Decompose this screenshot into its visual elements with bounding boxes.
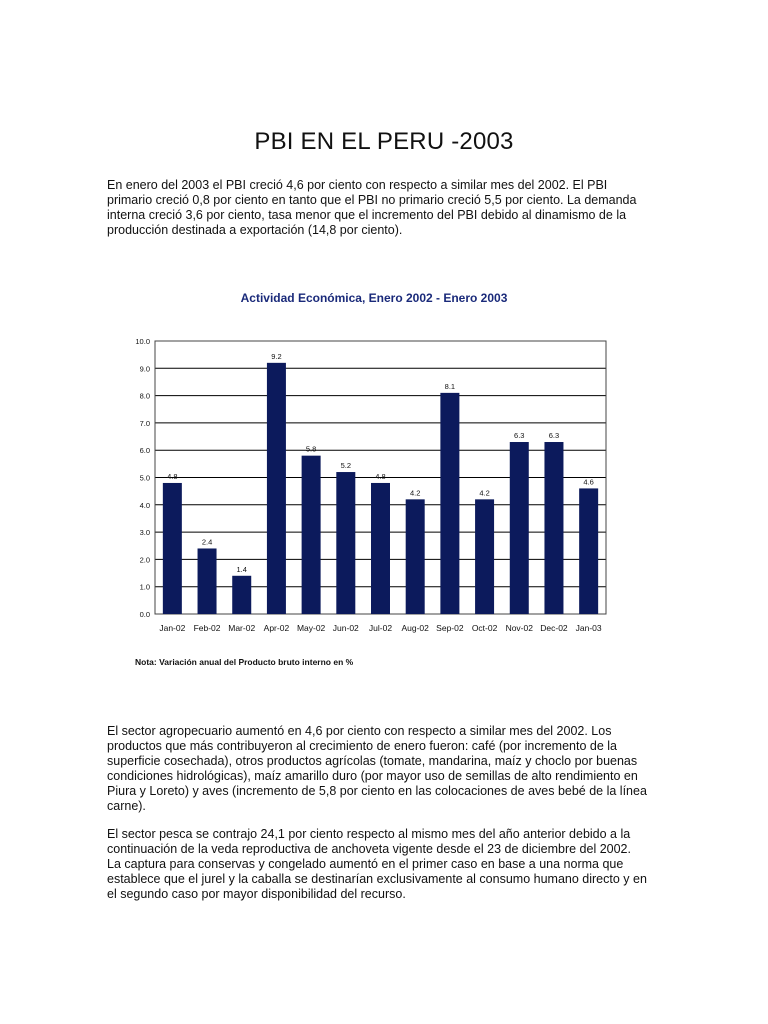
x-tick-label: Apr-02	[263, 623, 290, 633]
x-tick-label: Jul-02	[368, 623, 393, 633]
document-title: PBI EN EL PERU -2003	[254, 128, 514, 155]
bar	[232, 576, 251, 614]
agro-paragraph: El sector agropecuario aumentó en 4,6 por ciento con respecto a similar mes del 2002. Los productos que más contribuyeron al crecimiento de enero fueron: café (por incremento de la superficie cosechada), otros productos agrícolas (tomate, mandarina, maíz y choclo por buenas condiciones hidrológicas), maíz amarillo duro (por mayor uso de semillas de alto rendimiento en Piura y Loreto) y aves (incremento de 5,8 por ciento en las colocaciones de aves bebé de la línea carne).	[107, 724, 647, 813]
chart-note: Nota: Variación anual del Producto bruto interno en %	[135, 657, 354, 667]
x-tick-label: Nov-02	[505, 623, 533, 633]
x-tick-label: Aug-02	[401, 623, 429, 633]
bar	[371, 483, 390, 614]
bar	[475, 499, 494, 614]
y-tick-label: 7.0	[139, 418, 150, 428]
data-label: 1.4	[236, 564, 247, 574]
data-label: 4.2	[409, 488, 421, 498]
y-tick-label: 1.0	[139, 582, 150, 592]
data-label: 5.2	[340, 461, 352, 471]
bar	[302, 456, 321, 614]
x-tick-label: Sep-02	[436, 623, 464, 633]
y-tick-label: 6.0	[139, 446, 150, 456]
bar	[579, 488, 598, 614]
x-tick-label: May-02	[296, 623, 326, 633]
pesca-paragraph: El sector pesca se contrajo 24,1 por ciento respecto al mismo mes del año anterior debido a la continuación de la veda reproductiva de anchoveta vigente desde el 23 de diciembre del 2002. La captura para conservas y congelado aumentó en el primer caso en base a una norma que establece que el jurel y la caballa se destinarían exclusivamente al consumo humano directo y en el segundo caso por mayor disponibilidad del recurso.	[107, 827, 647, 901]
x-tick-label: Mar-02	[228, 623, 256, 633]
data-label: 4.8	[167, 471, 178, 481]
bar	[544, 442, 563, 614]
bar	[336, 472, 355, 614]
data-label: 4.6	[583, 477, 594, 487]
x-tick-label: Jan-03	[575, 623, 602, 633]
data-label: 8.1	[444, 381, 456, 391]
x-tick-label: Jun-02	[332, 623, 359, 633]
x-tick-label: Jan-02	[159, 623, 186, 633]
bar	[163, 483, 182, 614]
data-label: 6.3	[514, 431, 525, 441]
data-label: 4.8	[375, 471, 386, 481]
y-tick-label: 8.0	[139, 391, 150, 401]
y-tick-label: 2.0	[139, 555, 150, 565]
bar	[440, 393, 459, 614]
bar	[267, 363, 286, 614]
bar	[510, 442, 529, 614]
data-label: 2.4	[201, 537, 213, 547]
x-tick-label: Dec-02	[540, 623, 568, 633]
x-tick-label: Oct-02	[471, 623, 498, 633]
bar	[406, 499, 425, 614]
y-tick-label: 9.0	[139, 364, 150, 374]
data-label: 9.2	[271, 351, 282, 361]
x-tick-label: Feb-02	[193, 623, 221, 633]
y-tick-label: 4.0	[139, 500, 150, 510]
intro-paragraph: En enero del 2003 el PBI creció 4,6 por ciento con respecto a similar mes del 2002. El PBI primario creció 0,8 por ciento en tanto que el PBI no primario creció 5,5 por ciento. La demanda interna creció 3,6 por ciento, tasa menor que el incremento del PBI debido al dinamismo de la producción destinada a exportación (14,8 por ciento).	[107, 178, 637, 237]
data-label: 4.2	[479, 488, 490, 498]
bar	[198, 548, 217, 614]
y-tick-label: 3.0	[139, 528, 150, 538]
data-label: 5.8	[305, 444, 317, 454]
chart-title: Actividad Económica, Enero 2002 - Enero 2003	[240, 291, 508, 305]
y-tick-label: 10.0	[135, 337, 150, 346]
y-tick-label: 0.0	[139, 610, 150, 619]
data-label: 6.3	[548, 431, 560, 441]
y-tick-label: 5.0	[139, 473, 150, 483]
